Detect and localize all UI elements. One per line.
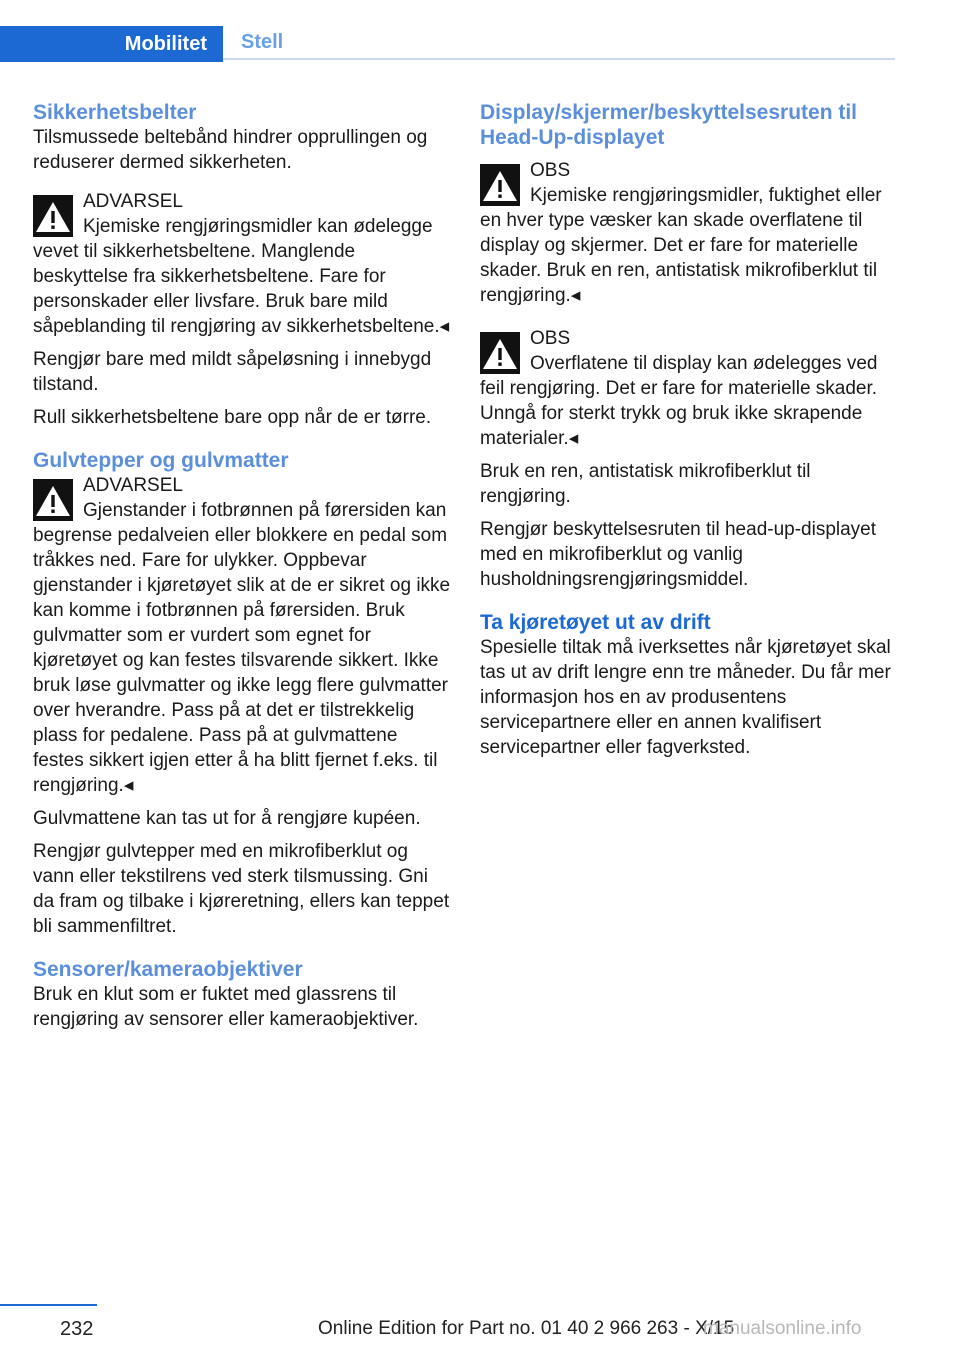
warning-block <box>33 473 453 798</box>
warning-title: ADVARSEL <box>83 475 183 496</box>
page-number: 232 <box>60 1318 94 1340</box>
heading-sensorer: Sensorer/kameraobjektiver <box>33 958 303 981</box>
warning-triangle-icon <box>480 164 520 206</box>
warning-triangle-icon <box>33 195 73 237</box>
warning-triangle-icon <box>33 479 73 521</box>
paragraph: Gulvmattene kan tas ut for å rengjøre kupéen. <box>33 808 421 829</box>
paragraph: Bruk en ren, antistatisk mikrofiberklut til rengjøring. <box>480 461 811 507</box>
paragraph: Rengjør beskyttelsesruten til head-up-displayet med en mikrofiberklut og vanlig husholdningsrengjøringsmiddel. <box>480 519 877 590</box>
paragraph: Rengjør gulvtepper med en mikrofiberklut og vann eller tekstilrens ved sterk tilsmussing. Gni da fram og tilbake i kjøreretning, ellers kan teppet bli sammenfiltret. <box>33 841 450 937</box>
paragraph: Tilsmussede beltebånd hindrer opprullingen og reduserer dermed sikkerheten. <box>33 127 428 173</box>
tab-mobilitet[interactable]: Mobilitet <box>0 26 223 62</box>
paragraph: Spesielle tiltak må iverksettes når kjøretøyet skal tas ut av drift lengre enn tre måneder. Du får mer informasjon hos en av produsentens servicepartnere eller en annen kvalifisert servicepartner eller fagverksted. <box>480 637 891 758</box>
warning-text: Gjenstander i fotbrønnen på førersiden kan begrense pedalveien eller blokkere en pedal som tråkkes ned. Fare for ulykker. Oppbevar gjenstander i kjøretøyet slik at de er sikret og ikke kan komme i fotbrønnen på førersiden. Bruk gulvmatter som er vurdert som egnet for kjøretøyet og kan festes tilsvarende sikkert. Ikke bruk løse gulvmatter og ikke legg flere gulvmatter over hverandre. Pass på at det er tilstrekkelig plass for pedalene. Pass på at gulvmattene festes sikkert igjen etter å ha blitt fjernet f.eks. til rengjøring.◂ <box>33 500 451 796</box>
warning-title: OBS <box>530 328 571 349</box>
warning-block <box>33 189 453 339</box>
right-column <box>480 100 900 760</box>
tab-stell[interactable]: Stell <box>223 26 895 60</box>
warning-triangle-icon <box>480 332 520 374</box>
heading-display: Display/skjermer/beskyttelsesruten til Head-Up-displayet <box>480 101 858 149</box>
left-column <box>33 100 453 1032</box>
warning-title: ADVARSEL <box>83 191 183 212</box>
watermark: manualsonline.info <box>703 1318 862 1339</box>
paragraph: Bruk en klut som er fuktet med glassrens til rengjøring av sensorer eller kameraobjektiver. <box>33 984 419 1030</box>
warning-text: Kjemiske rengjøringsmidler, fuktighet eller en hver type væsker kan skade overflatene til display og skjermer. Det er fare for materielle skader. Bruk en ren, antistatisk mikrofiberklut til rengjøring.◂ <box>480 185 882 306</box>
header-tabs <box>0 26 895 62</box>
paragraph: Rull sikkerhetsbeltene bare opp når de er tørre. <box>33 407 432 428</box>
warning-block <box>480 158 900 308</box>
footer-rule <box>0 1304 97 1306</box>
warning-title: OBS <box>530 160 571 181</box>
paragraph: Rengjør bare med mildt såpeløsning i innebygd tilstand. <box>33 349 432 395</box>
warning-text: Overflatene til display kan ødelegges ved feil rengjøring. Det er fare for materielle skader. Unngå for sterkt trykk og bruk ikke skrapende materialer.◂ <box>480 353 878 449</box>
warning-block <box>480 326 900 451</box>
warning-text: Kjemiske rengjøringsmidler kan ødelegge vevet til sikkerhetsbeltene. Manglende beskyttelse fra sikkerhetsbeltene. Fare for personskader eller livsfare. Bruk bare mild såpeblanding til rengjøring av sikkerhetsbeltene.◂ <box>33 216 450 337</box>
edition-text: Online Edition for Part no. 01 40 2 966 263 - X/15 <box>318 1318 735 1339</box>
heading-ta-ut-av-drift: Ta kjøretøyet ut av drift <box>480 611 711 634</box>
heading-gulvtepper: Gulvtepper og gulvmatter <box>33 449 289 472</box>
heading-sikkerhetsbelter: Sikkerhetsbelter <box>33 101 197 124</box>
